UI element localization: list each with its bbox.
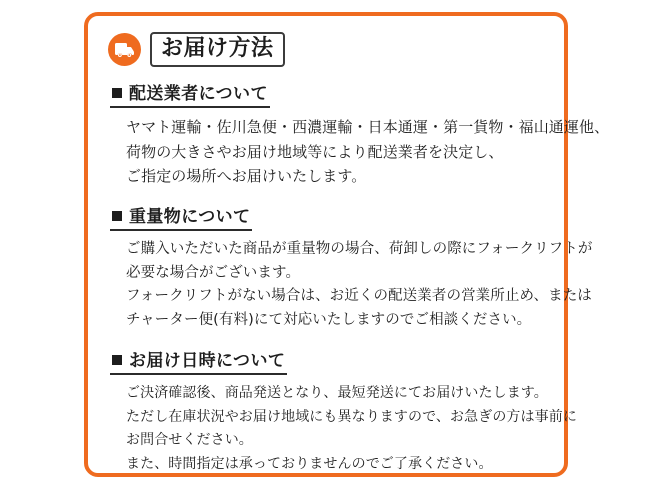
body-line: また、時間指定は承っておりませんのでご了承ください。 (126, 455, 493, 472)
delivery-info-card (84, 12, 610, 477)
square-bullet-icon (112, 211, 122, 221)
body-line: お問合せください。 (126, 432, 253, 449)
body-line: 荷物の大きさやお届け地域等により配送業者を決定し、 (126, 142, 504, 161)
section-body-delivery-company (126, 115, 610, 188)
card-title: お届け方法 (150, 32, 285, 67)
square-bullet-icon (112, 355, 122, 365)
body-line: ご指定の場所へお届けいたします。 (126, 166, 367, 185)
section-delivery-datetime (110, 346, 577, 476)
section-heading-heavy-items (110, 202, 252, 231)
section-heading-delivery-datetime (110, 346, 287, 375)
body-line: ご決済確認後、商品発送となり、最短発送にてお届けいたします。 (126, 385, 548, 402)
card-header (108, 32, 546, 67)
card-inner (88, 16, 610, 486)
section-body-heavy-items (126, 238, 593, 332)
delivery-truck-icon (108, 33, 141, 66)
section-heading-label: お届け日時について (129, 351, 286, 372)
section-heading-delivery-company (110, 79, 270, 108)
square-bullet-icon (112, 88, 122, 98)
body-line: 必要な場合がございます。 (126, 264, 301, 281)
section-heavy-items (110, 202, 593, 332)
body-line: ヤマト運輸・佐川急便・西濃運輸・日本通運・第一貨物・福山通運他、 (126, 118, 610, 137)
section-delivery-company (110, 79, 610, 188)
section-heading-label: 重量物について (129, 207, 251, 228)
section-heading-label: 配送業者について (129, 84, 268, 105)
body-line: ご購入いただいた商品が重量物の場合、荷卸しの際にフォークリフトが (126, 241, 593, 258)
body-line: ただし在庫状況やお届け地域にも異なりますので、お急ぎの方は事前に (126, 408, 577, 425)
section-body-delivery-datetime (126, 382, 577, 476)
body-line: チャーター便(有料)にて対応いたしますのでご相談ください。 (126, 311, 532, 328)
body-line: フォークリフトがない場合は、お近くの配送業者の営業所止め、または (126, 288, 592, 305)
